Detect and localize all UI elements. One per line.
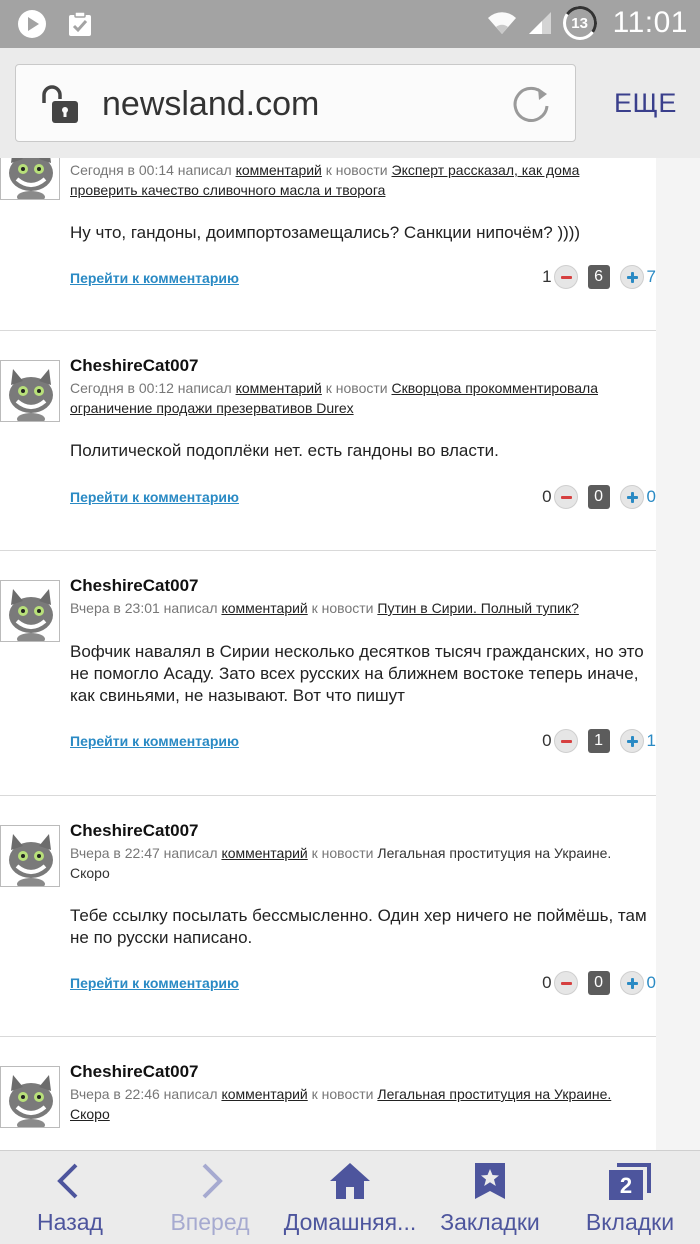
back-label: Назад [37,1209,103,1235]
address-field[interactable] [15,64,576,142]
chevron-left-icon [50,1161,90,1201]
signal-icon [527,10,553,36]
bookmark-star-icon [472,1161,508,1201]
positive-count: 1 [646,731,656,750]
comment-username[interactable]: CheshireCat007 [70,576,199,595]
vote-controls [542,971,656,995]
comment-meta: Сегодня в 00:14 написал комментарий к новости Эксперт рассказал, как дома проверить качество сливочного масла и творога [70,162,580,198]
goto-comment-link[interactable]: Перейти к комментарию [70,489,239,505]
plus-icon[interactable] [620,265,644,289]
comment-link[interactable]: комментарий [221,845,308,861]
goto-comment-link[interactable]: Перейти к комментарию [70,975,239,991]
positive-count: 7 [646,267,656,286]
bottom-navigation [0,1150,700,1244]
cat-avatar-image [1,361,60,422]
score-badge: 6 [588,265,610,289]
score-badge: 0 [588,971,610,995]
battery-level: 13 [571,14,588,32]
chevron-right-icon [190,1161,230,1201]
wifi-icon [487,10,517,36]
comment-link[interactable]: комментарий [235,380,322,396]
comment-text: Политической подоплёки нет. есть гандоны во власти. [70,441,499,460]
score-badge: 1 [588,729,610,753]
reload-icon[interactable] [509,82,553,126]
avatar[interactable] [0,158,60,200]
news-link[interactable]: Эксперт рассказал, как дома проверить качество сливочного масла и творога [70,162,580,198]
plus-icon[interactable] [620,971,644,995]
home-icon [328,1161,372,1201]
tabs-button[interactable] [560,1151,700,1244]
avatar[interactable] [0,1066,60,1128]
battery-icon [563,6,597,40]
cat-avatar-image [1,158,60,200]
negative-count: 0 [542,973,552,992]
clipboard-check-icon [68,11,92,37]
comment-text: Вофчик навалял в Сирии несколько десятков тысяч гражданских, но это не помогло Асаду. Зато всех русских на ближнем востоке теперь иначе, как свиньями, не называют. Вот что пишут [70,642,644,705]
minus-icon[interactable] [554,971,578,995]
plus-icon[interactable] [620,729,644,753]
plus-icon[interactable] [620,485,644,509]
comment-meta: Вчера в 22:47 написал комментарий к новости Легальная проституция на Украине. Скоро [70,845,612,881]
vote-controls [542,485,656,509]
avatar[interactable] [0,580,60,642]
bookmarks-label: Закладки [440,1209,540,1235]
score-badge: 0 [588,485,610,509]
lock-open-icon[interactable] [38,83,82,127]
forward-button[interactable] [140,1151,280,1244]
home-label: Домашняя... [283,1209,417,1235]
url-text[interactable]: newsland.com [102,85,320,123]
news-link[interactable]: Скворцова прокомментировала ограничение продажи презервативов Durex [70,380,599,416]
divider [0,1036,656,1037]
status-right-icons [487,6,688,40]
negative-count: 0 [542,487,552,506]
comment-meta: Вчера в 22:46 написал комментарий к новости Легальная проституция на Украине. Скоро [70,1086,612,1122]
clock: 11:01 [612,6,688,39]
minus-icon[interactable] [554,265,578,289]
more-menu-button[interactable]: ЕЩЕ [614,88,677,118]
avatar[interactable] [0,360,60,422]
browser-toolbar [0,48,700,158]
tabs-count: 2 [619,1173,633,1198]
goto-comment-link[interactable]: Перейти к комментарию [70,270,239,286]
cat-avatar-image [1,826,60,887]
comment-username[interactable]: CheshireCat007 [70,1062,199,1081]
forward-label: Вперед [170,1209,250,1235]
divider [0,550,656,551]
positive-count: 0 [646,487,656,506]
page-gutter [656,158,700,1150]
minus-icon[interactable] [554,729,578,753]
comment-link[interactable]: комментарий [221,600,308,616]
divider [0,330,656,331]
news-link[interactable]: Путин в Сирии. Полный тупик? [377,600,579,616]
play-icon [18,10,46,38]
tabs-label: Вкладки [585,1209,675,1235]
news-link[interactable]: Легальная проституция на Украине. Скоро [70,1086,612,1122]
negative-count: 0 [542,731,552,750]
positive-count: 0 [646,973,656,992]
comment-username[interactable]: CheshireCat007 [70,356,199,375]
home-button[interactable] [280,1151,420,1244]
status-left-icons [18,10,92,38]
negative-count: 1 [542,267,552,286]
comment-meta: Сегодня в 00:12 написал комментарий к новости Скворцова прокомментировала ограничение продажи презервативов Durex [70,380,599,416]
cat-avatar-image [1,1067,60,1128]
comment-link[interactable]: комментарий [235,162,322,178]
comment-link[interactable]: комментарий [221,1086,308,1102]
avatar[interactable] [0,825,60,887]
comment-meta: Вчера в 23:01 написал комментарий к новости Путин в Сирии. Полный тупик? [70,600,579,616]
minus-icon[interactable] [554,485,578,509]
divider [0,795,656,796]
tabs-icon [607,1161,653,1201]
goto-comment-link[interactable]: Перейти к комментарию [70,733,239,749]
comment-text: Ну что, гандоны, доимпортозамещались? Санкции нипочём? )))) [70,223,581,242]
comments-feed[interactable] [0,158,700,1150]
comment-username[interactable]: CheshireCat007 [70,821,199,840]
status-bar [0,0,700,48]
vote-controls [542,265,656,289]
news-title: Легальная проституция на Украине. Скоро [70,845,612,881]
bookmarks-button[interactable] [420,1151,560,1244]
comment-text: Тебе ссылку посылать бессмысленно. Один хер ничего не поймёшь, там не по русски написано. [70,906,647,947]
cat-avatar-image [1,581,60,642]
back-button[interactable] [0,1151,140,1244]
vote-controls [542,729,656,753]
